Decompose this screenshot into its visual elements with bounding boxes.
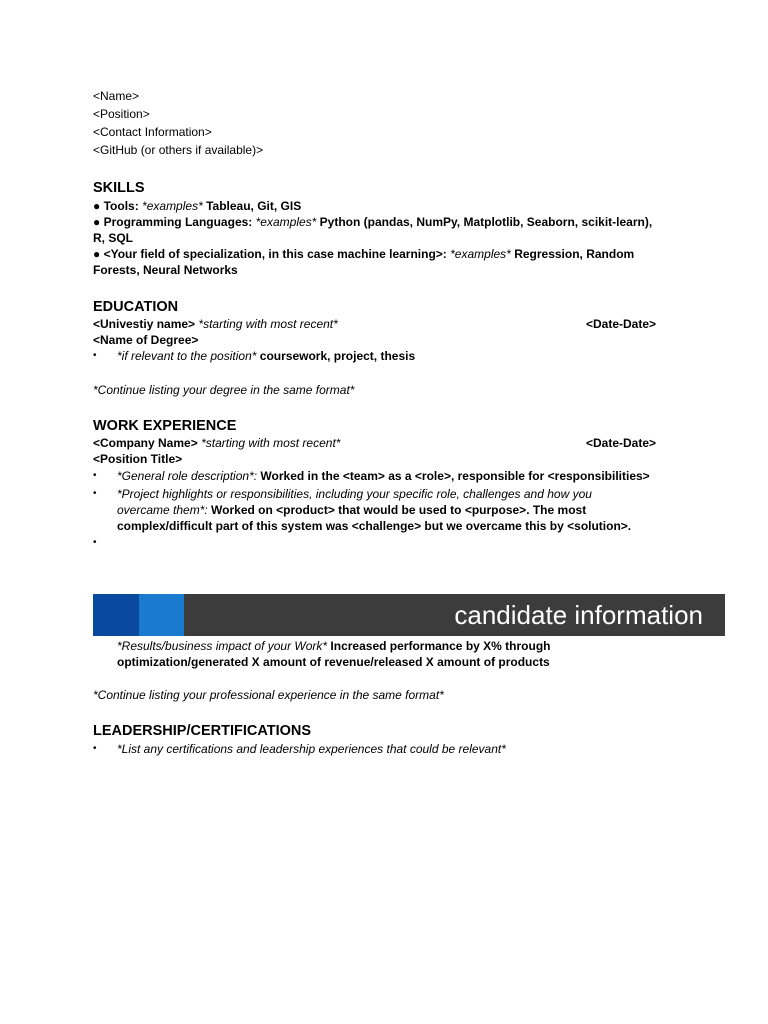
- bullet-marker: ●: [93, 199, 101, 213]
- work-impact-text-cont: optimization/generated X amount of revenue/released X amount of products: [117, 655, 550, 669]
- github-line: <GitHub (or others if available)>: [93, 143, 264, 157]
- work-bullet-project-note: *Project highlights or responsibilities, including your specific role, challenges and how you: [117, 487, 592, 501]
- position-line: <Position>: [93, 107, 150, 121]
- work-bullet-text: Worked in the <team> as a <role>, responsible for <responsibilities>: [260, 469, 650, 483]
- education-bullet: [117, 348, 415, 364]
- banner-blue-block-dark: [93, 594, 139, 636]
- work-bullet-impact: [117, 638, 550, 654]
- skill-item-specialization-cont: Forests, Neural Networks: [93, 263, 238, 277]
- skill-text: Tableau, Git, GIS: [206, 199, 302, 213]
- degree-name: <Name of Degree>: [93, 333, 199, 347]
- skills-heading: SKILLS: [93, 180, 145, 196]
- skill-example-note: *examples*: [142, 199, 203, 213]
- work-bullet-role: [117, 468, 650, 484]
- work-bullet-project-text: Worked on <product> that would be used to <purpose>. The most: [211, 503, 587, 517]
- bullet-marker: •: [93, 488, 97, 499]
- bullet-marker: •: [93, 537, 97, 548]
- skill-text: Python (pandas, NumPy, Matplotlib, Seaborn, scikit-learn),: [319, 215, 653, 229]
- skill-example-note: *examples*: [255, 215, 317, 229]
- bullet-marker: •: [93, 350, 97, 361]
- skill-item-tools: [93, 198, 301, 214]
- education-bullet-note: *if relevant to the position*: [117, 349, 257, 363]
- banner-title: candidate information: [454, 600, 703, 630]
- bullet-marker: ●: [93, 215, 101, 229]
- company-name: <Company Name>: [93, 436, 198, 450]
- work-bullet-project-note-cont: overcame them*:: [117, 503, 208, 517]
- bullet-marker: •: [93, 743, 97, 754]
- work-bullet-note: *General role description*:: [117, 469, 258, 483]
- skill-text: Regression, Random: [514, 247, 635, 261]
- leadership-heading: LEADERSHIP/CERTIFICATIONS: [93, 723, 312, 739]
- education-date: <Date-Date>: [586, 317, 657, 331]
- company-note: *starting with most recent*: [201, 436, 341, 450]
- banner-blue-block-light: [139, 594, 184, 636]
- education-bullet-text: coursework, project, thesis: [259, 349, 416, 363]
- work-impact-text: Increased performance by X% through: [330, 639, 551, 653]
- bullet-marker: •: [93, 470, 97, 481]
- skill-label: Tools:: [103, 199, 139, 213]
- contact-info-line: <Contact Information>: [93, 125, 212, 139]
- name-line: <Name>: [93, 89, 140, 103]
- work-heading: WORK EXPERIENCE: [93, 418, 237, 434]
- work-date: <Date-Date>: [586, 436, 657, 450]
- university-name: <Univestiy name>: [93, 317, 196, 331]
- education-heading: EDUCATION: [93, 299, 179, 315]
- university-note: *starting with most recent*: [198, 317, 338, 331]
- work-bullet-project-line3: complex/difficult part of this system was <challenge> but we overcame this by <solution>.: [117, 519, 632, 533]
- leadership-note: *List any certifications and leadership experiences that could be relevant*: [117, 742, 506, 756]
- skill-item-languages-cont: R, SQL: [93, 231, 134, 245]
- skill-item-specialization: [93, 246, 634, 262]
- bullet-marker: ●: [93, 247, 101, 261]
- work-bullet-project-line2: [117, 502, 586, 518]
- university-line: [93, 316, 338, 332]
- work-impact-note: *Results/business impact of your Work*: [117, 639, 328, 653]
- skill-example-note: *examples*: [450, 247, 511, 261]
- work-continue-note: *Continue listing your professional experience in the same format*: [93, 688, 444, 702]
- skill-label: <Your field of specialization, in this case machine learning>:: [103, 247, 447, 261]
- skill-item-languages: [93, 214, 652, 230]
- company-line: [93, 435, 340, 451]
- position-title: <Position Title>: [93, 452, 183, 466]
- education-continue-note: *Continue listing your degree in the same format*: [93, 383, 355, 397]
- candidate-information-banner: [93, 594, 725, 636]
- skill-label: Programming Languages:: [103, 215, 253, 229]
